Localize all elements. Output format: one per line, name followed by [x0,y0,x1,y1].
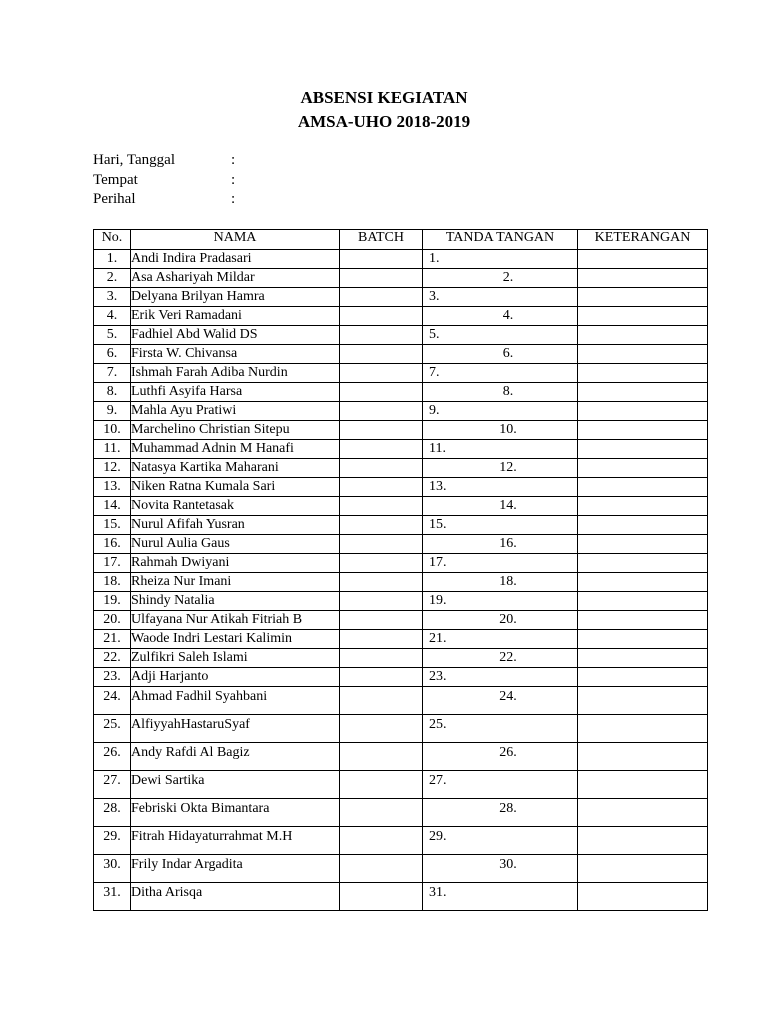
table-row [94,269,708,288]
row-note[interactable] [578,364,708,383]
row-name: Ahmad Fadhil Syahbani [131,687,340,715]
row-note[interactable] [578,771,708,799]
row-name: Ulfayana Nur Atikah Fitriah B [131,611,340,630]
row-batch[interactable] [340,554,423,573]
row-number: 13. [94,478,131,497]
row-signature[interactable]: 11. [423,440,578,459]
row-name: Natasya Kartika Maharani [131,459,340,478]
header-name: NAMA [131,230,340,250]
row-note[interactable] [578,383,708,402]
row-batch[interactable] [340,269,423,288]
table-row [94,459,708,478]
row-batch[interactable] [340,516,423,535]
row-name: Fadhiel Abd Walid DS [131,326,340,345]
header-note: KETERANGAN [578,230,708,250]
row-batch[interactable] [340,668,423,687]
row-signature[interactable]: 1. [423,250,578,269]
row-note[interactable] [578,687,708,715]
header-no: No. [94,230,131,250]
row-batch[interactable] [340,288,423,307]
table-row [94,288,708,307]
row-note[interactable] [578,269,708,288]
row-batch[interactable] [340,421,423,440]
header-batch: BATCH [340,230,423,250]
table-row [94,649,708,668]
row-signature[interactable]: 30. [423,855,578,883]
table-row [94,630,708,649]
row-name: Frily Indar Argadita [131,855,340,883]
header-sign: TANDA TANGAN [423,230,578,250]
row-name: Andi Indira Pradasari [131,250,340,269]
row-signature[interactable]: 13. [423,478,578,497]
row-batch[interactable] [340,459,423,478]
row-signature[interactable]: 9. [423,402,578,421]
row-note[interactable] [578,592,708,611]
field-label: Tempat [93,172,138,188]
row-name: Dewi Sartika [131,771,340,799]
row-signature[interactable]: 8. [423,383,578,402]
row-signature[interactable]: 4. [423,307,578,326]
row-number: 23. [94,668,131,687]
document-subtitle: AMSA-UHO 2018-2019 [297,112,471,131]
row-name: Novita Rantetasak [131,497,340,516]
row-number: 3. [94,288,131,307]
row-note[interactable] [578,743,708,771]
row-batch[interactable] [340,326,423,345]
row-signature[interactable]: 6. [423,345,578,364]
row-signature[interactable]: 27. [423,771,578,799]
row-signature[interactable]: 28. [423,799,578,827]
table-row [94,855,708,883]
row-signature[interactable]: 2. [423,269,578,288]
row-batch[interactable] [340,592,423,611]
row-batch[interactable] [340,497,423,516]
row-name: Muhammad Adnin M Hanafi [131,440,340,459]
row-note[interactable] [578,288,708,307]
row-number: 17. [94,554,131,573]
row-number: 2. [94,269,131,288]
row-number: 25. [94,715,131,743]
row-batch[interactable] [340,345,423,364]
row-number: 16. [94,535,131,554]
table-row [94,383,708,402]
table-row [94,687,708,715]
row-number: 14. [94,497,131,516]
table-row [94,345,708,364]
table-row [94,592,708,611]
row-signature[interactable]: 12. [423,459,578,478]
row-signature[interactable]: 18. [423,573,578,592]
row-name: Firsta W. Chivansa [131,345,340,364]
row-name: Ditha Arisqa [131,883,340,911]
row-name: Rheiza Nur Imani [131,573,340,592]
row-batch[interactable] [340,307,423,326]
row-signature[interactable]: 25. [423,715,578,743]
table-row [94,307,708,326]
row-name: Shindy Natalia [131,592,340,611]
table-row [94,883,708,911]
table-row [94,250,708,269]
row-name: AlfiyyahHastaruSyaf [131,715,340,743]
row-note[interactable] [578,573,708,592]
row-note[interactable] [578,516,708,535]
row-name: Asa Ashariyah Mildar [131,269,340,288]
row-note[interactable] [578,345,708,364]
table-header-row [94,230,708,250]
row-batch[interactable] [340,855,423,883]
field-colon: : [231,191,236,207]
table-row [94,364,708,383]
row-note[interactable] [578,535,708,554]
row-number: 7. [94,364,131,383]
attendance-table [93,229,708,911]
row-number: 24. [94,687,131,715]
row-signature[interactable]: 3. [423,288,578,307]
row-name: Niken Ratna Kumala Sari [131,478,340,497]
row-batch[interactable] [340,535,423,554]
row-batch[interactable] [340,383,423,402]
row-name: Erik Veri Ramadani [131,307,340,326]
row-number: 30. [94,855,131,883]
row-batch[interactable] [340,573,423,592]
row-signature[interactable]: 21. [423,630,578,649]
table-row [94,402,708,421]
table-row [94,771,708,799]
row-signature[interactable]: 14. [423,497,578,516]
row-batch[interactable] [340,402,423,421]
row-number: 5. [94,326,131,345]
field-colon: : [231,152,236,168]
row-note[interactable] [578,307,708,326]
row-signature[interactable]: 20. [423,611,578,630]
row-number: 18. [94,573,131,592]
row-name: Delyana Brilyan Hamra [131,288,340,307]
row-name: Andy Rafdi Al Bagiz [131,743,340,771]
table-row [94,611,708,630]
row-note[interactable] [578,250,708,269]
row-name: Febriski Okta Bimantara [131,799,340,827]
row-batch[interactable] [340,687,423,715]
row-batch[interactable] [340,715,423,743]
table-row [94,715,708,743]
row-note[interactable] [578,630,708,649]
row-number: 26. [94,743,131,771]
row-name: Ishmah Farah Adiba Nurdin [131,364,340,383]
row-signature[interactable]: 16. [423,535,578,554]
row-note[interactable] [578,855,708,883]
row-batch[interactable] [340,771,423,799]
row-batch[interactable] [340,630,423,649]
row-name: Waode Indri Lestari Kalimin [131,630,340,649]
row-number: 6. [94,345,131,364]
row-note[interactable] [578,883,708,911]
table-row [94,554,708,573]
row-name: Zulfikri Saleh Islami [131,649,340,668]
row-number: 28. [94,799,131,827]
row-number: 4. [94,307,131,326]
row-batch[interactable] [340,364,423,383]
row-note[interactable] [578,402,708,421]
row-name: Nurul Aulia Gaus [131,535,340,554]
row-note[interactable] [578,421,708,440]
row-name: Luthfi Asyifa Harsa [131,383,340,402]
table-body [94,250,708,911]
row-signature[interactable]: 19. [423,592,578,611]
row-batch[interactable] [340,440,423,459]
row-note[interactable] [578,459,708,478]
row-signature[interactable]: 15. [423,516,578,535]
row-batch[interactable] [340,250,423,269]
table-row [94,440,708,459]
row-number: 29. [94,827,131,855]
table-row [94,516,708,535]
row-number: 31. [94,883,131,911]
row-batch[interactable] [340,827,423,855]
row-batch[interactable] [340,649,423,668]
row-signature[interactable]: 17. [423,554,578,573]
row-number: 10. [94,421,131,440]
row-number: 22. [94,649,131,668]
row-note[interactable] [578,668,708,687]
row-signature[interactable]: 7. [423,364,578,383]
row-note[interactable] [578,799,708,827]
row-signature[interactable]: 24. [423,687,578,715]
row-batch[interactable] [340,611,423,630]
row-signature[interactable]: 10. [423,421,578,440]
row-number: 21. [94,630,131,649]
row-name: Adji Harjanto [131,668,340,687]
row-batch[interactable] [340,743,423,771]
row-name: Nurul Afifah Yusran [131,516,340,535]
row-signature[interactable]: 23. [423,668,578,687]
row-note[interactable] [578,827,708,855]
row-batch[interactable] [340,478,423,497]
table-row [94,827,708,855]
row-number: 8. [94,383,131,402]
table-row [94,421,708,440]
table-row [94,497,708,516]
row-name: Mahla Ayu Pratiwi [131,402,340,421]
row-name: Fitrah Hidayaturrahmat M.H [131,827,340,855]
row-note[interactable] [578,611,708,630]
row-note[interactable] [578,649,708,668]
row-name: Marchelino Christian Sitepu [131,421,340,440]
row-note[interactable] [578,715,708,743]
row-number: 15. [94,516,131,535]
row-signature[interactable]: 29. [423,827,578,855]
row-signature[interactable]: 5. [423,326,578,345]
table-row [94,743,708,771]
row-number: 27. [94,771,131,799]
field-label: Perihal [93,191,136,207]
field-colon: : [231,172,236,188]
field-label: Hari, Tanggal [93,152,175,168]
row-note[interactable] [578,497,708,516]
row-number: 9. [94,402,131,421]
document-title: ABSENSI KEGIATAN [300,88,468,107]
row-signature[interactable]: 22. [423,649,578,668]
row-batch[interactable] [340,883,423,911]
row-note[interactable] [578,440,708,459]
row-number: 1. [94,250,131,269]
row-name: Rahmah Dwiyani [131,554,340,573]
row-note[interactable] [578,554,708,573]
row-note[interactable] [578,326,708,345]
row-note[interactable] [578,478,708,497]
table-row [94,573,708,592]
row-signature[interactable]: 26. [423,743,578,771]
table-row [94,668,708,687]
row-number: 19. [94,592,131,611]
table-row [94,478,708,497]
row-signature[interactable]: 31. [423,883,578,911]
table-row [94,799,708,827]
row-batch[interactable] [340,799,423,827]
row-number: 11. [94,440,131,459]
row-number: 20. [94,611,131,630]
table-row [94,326,708,345]
table-row [94,535,708,554]
row-number: 12. [94,459,131,478]
